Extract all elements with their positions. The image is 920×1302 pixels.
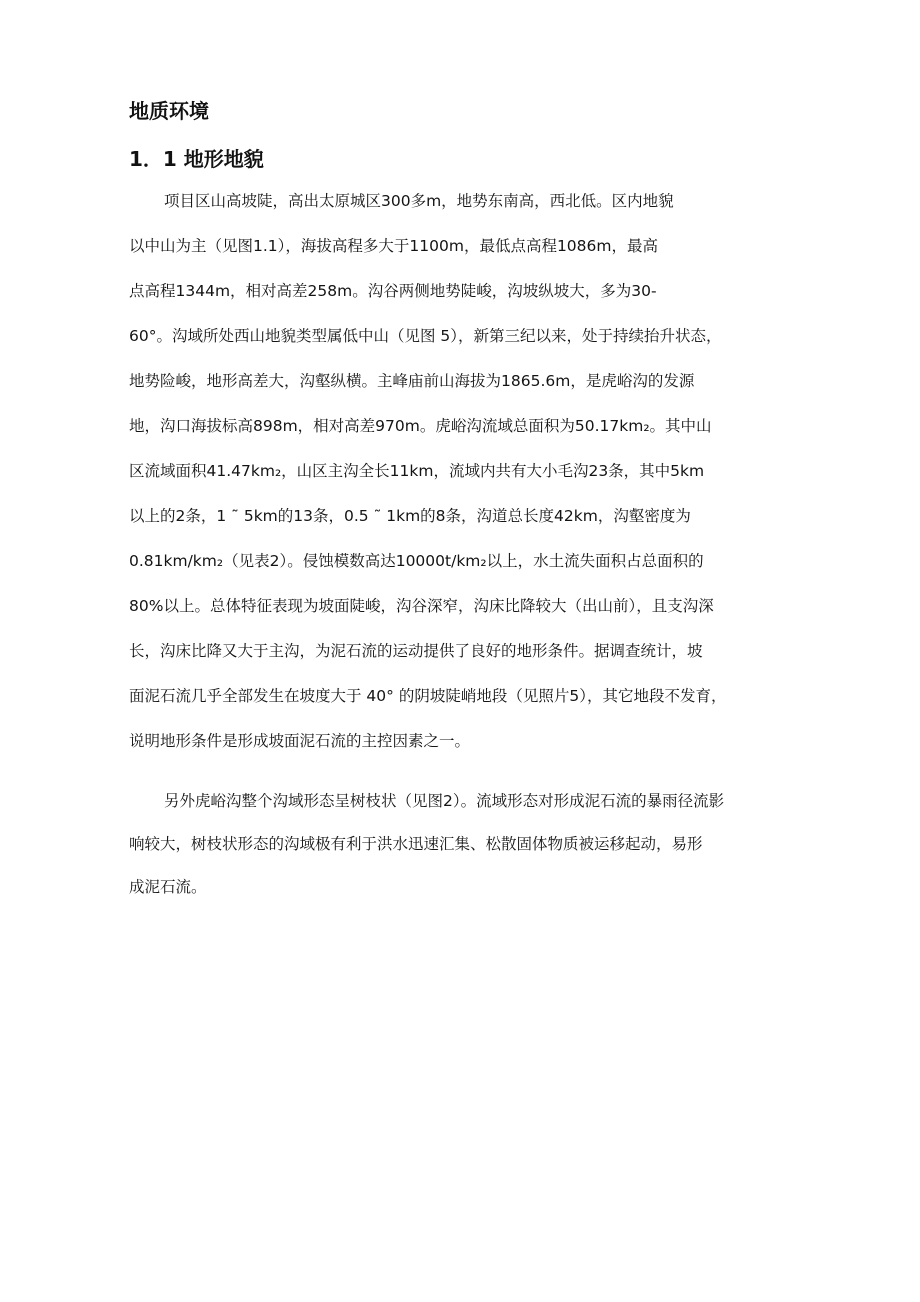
paragraph-line: 长，沟床比降又大于主沟，为泥石流的运动提供了良好的地形条件。据调查统计，坡 xyxy=(129,642,703,660)
paragraph-line: 点高程1344m，相对高差258m。沟谷两侧地势陡峻，沟坡纵坡大，多为30- xyxy=(129,282,657,300)
paragraph-line: 面泥石流几乎全部发生在坡度大于 40° 的阴坡陡峭地段（见照片5），其它地段不发育， xyxy=(129,687,727,705)
paragraph-line: 以上的2条，1 ˜ 5km的13条，0.5 ˜ 1km的8条，沟道总长度42km，沟壑密度为 xyxy=(129,507,691,525)
paragraph-line: 0.81km/km₂（见表2）。侵蚀模数高达10000t/km₂以上，水土流失面积占总面积的 xyxy=(129,552,704,570)
paragraph-line: 地，沟口海拔标高898m，相对高差970m。虎峪沟流域总面积为50.17km₂。其中山 xyxy=(129,417,712,435)
paragraph-line: 项目区山高坡陡，高出太原城区300多m，地势东南高，西北低。区内地貌 xyxy=(164,192,674,210)
paragraph-line: 响较大，树枝状形态的沟域极有利于洪水迅速汇集、松散固体物质被运移起动，易形 xyxy=(129,835,703,853)
paragraph-line: 80%以上。总体特征表现为坡面陡峻，沟谷深窄，沟床比降较大（出山前），且支沟深 xyxy=(129,597,714,615)
subsection-title: 1．1 地形地貌 xyxy=(129,147,264,171)
paragraph-line: 说明地形条件是形成坡面泥石流的主控因素之一。 xyxy=(129,732,471,750)
paragraph-line: 60°。沟域所处西山地貌类型属低中山（见图 5），新第三纪以来，处于持续抬升状态， xyxy=(129,327,722,345)
paragraph-line: 另外虎峪沟整个沟域形态呈树枝状（见图2）。流域形态对形成泥石流的暴雨径流影 xyxy=(164,792,725,810)
paragraph-line: 地势险峻，地形高差大，沟壑纵横。主峰庙前山海拔为1865.6m，是虎峪沟的发源 xyxy=(129,372,695,390)
paragraph-line: 以中山为主（见图1.1），海拔高程多大于1100m，最低点高程1086m，最高 xyxy=(129,237,658,255)
section-title: 地质环境 xyxy=(129,99,209,123)
paragraph-line: 成泥石流。 xyxy=(129,878,207,896)
paragraph-line: 区流域面积41.47km₂，山区主沟全长11km，流域内共有大小毛沟23条，其中5km xyxy=(129,462,705,480)
